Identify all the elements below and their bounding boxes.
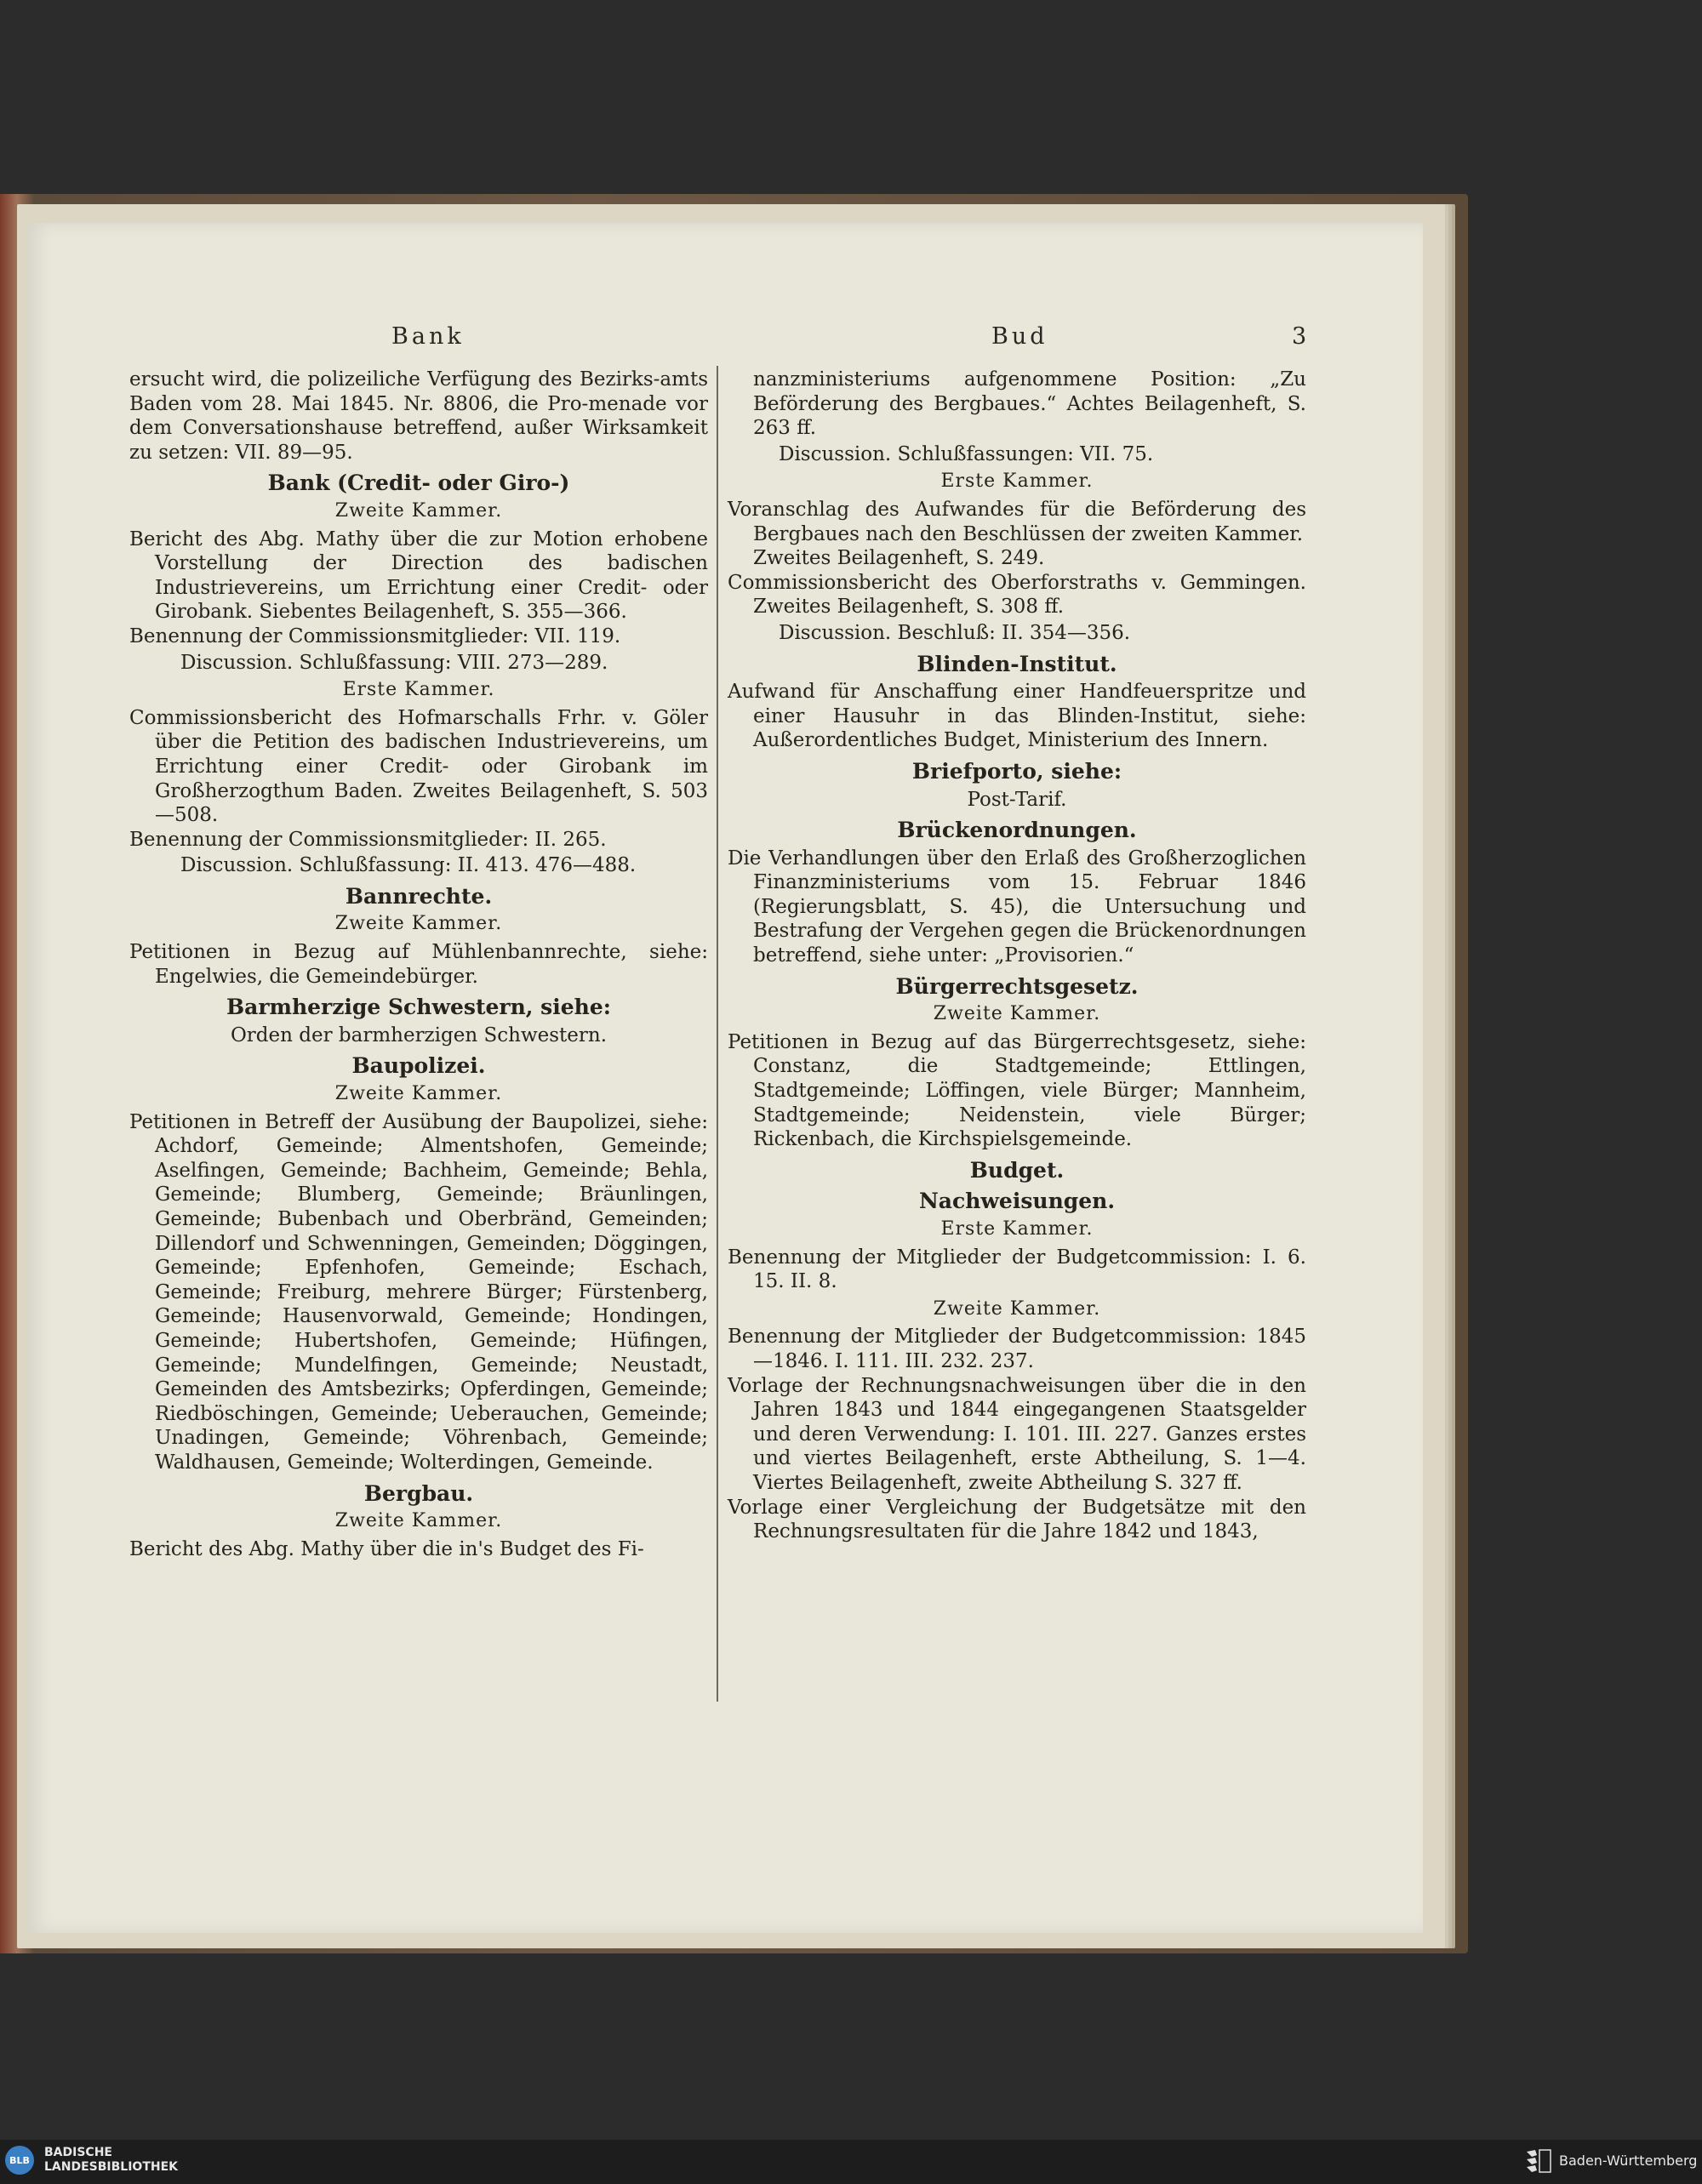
right-entry-text: Die Verhandlungen über den Erlaß des Großherzoglichen Finanzministeriums vom 15. Februar 1846 (Regierungsblatt, S. 45), die Untersuchung und Bestrafung der Vergehen gegen die Brückenordnungen betreffend, siehe unter: „Provisorien.“	[728, 847, 1306, 967]
left-entry-heading: Barmherzige Schwestern, siehe:	[226, 995, 611, 1020]
right-chamber-label: Zweite Kammer.	[933, 1003, 1101, 1025]
left-entry-text: Benennung der Commissionsmitglieder: VII. 119.	[129, 624, 621, 647]
left-entry-text: Discussion. Schlußfassung: II. 413. 476—488.	[180, 854, 637, 877]
blb-logo-icon[interactable]: BLB	[5, 2146, 34, 2175]
left-entry-text: Petitionen in Bezug auf Mühlenbannrechte, siehe: Engelwies, die Gemeindebürger.	[129, 941, 708, 988]
viewer-footer	[0, 2140, 1702, 2184]
right-chamber-label: Zweite Kammer.	[933, 1297, 1101, 1320]
right-entry-text: Petitionen in Bezug auf das Bürgerrechtsgesetz, siehe: Constanz, die Stadtgemeinde; Ettlingen, Stadtgemeinde; Löffingen, viele Bürger; Mannheim, Stadtgemeinde; Neidenstein, viele Bürger; Rickenbach, die Kirchspielsgemeinde.	[728, 1030, 1306, 1151]
right-entry-text: Voranschlag des Aufwandes für die Beförderung des Bergbaues nach den Beschlüssen der zweiten Kammer.	[728, 498, 1306, 545]
library-name[interactable]	[44, 2146, 178, 2175]
right-entry-text: Discussion. Beschluß: II. 354—356.	[779, 621, 1131, 644]
left-entry-heading: Bergbau.	[363, 1480, 474, 1506]
right-entry-text: Post-Tarif.	[967, 788, 1067, 811]
right-entry-heading: Budget.	[969, 1157, 1065, 1183]
left-entry-text: Bericht des Abg. Mathy über die in's Budget des Fi-	[129, 1537, 644, 1560]
left-chamber-label: Zweite Kammer.	[334, 1510, 503, 1532]
left-entry-text: ersucht wird, die polizeiliche Verfügung des Bezirks-amts Baden vom 28. Mai 1845. Nr. 8806, die Pro-menade vor dem Conversationshause betreffend, außer Wirksamkeit zu setzen: VII. 89—95.	[129, 368, 708, 464]
right-chamber-label: Erste Kammer.	[940, 470, 1094, 493]
right-entry-heading: Briefporto, siehe:	[911, 758, 1122, 784]
left-entry-text: Commissionsbericht des Hofmarschalls Frhr. v. Göler über die Petition des badischen Industrievereins, um Errichtung einer Credit- oder Girobank im Großherzogthum Baden. Zweites Beilagenheft, S. 503—508.	[129, 706, 708, 827]
page-number: 3	[1292, 323, 1307, 350]
left-chamber-label: Erste Kammer.	[342, 679, 495, 701]
column-divider	[717, 366, 718, 1702]
left-entry-heading: Baupolizei.	[351, 1053, 486, 1079]
right-entry-text: Aufwand für Anschaffung einer Handfeuerspritze und einer Hausuhr in das Blinden-Institut, siehe: Außerordentliches Budget, Ministerium des Innern.	[728, 681, 1306, 752]
left-entry-text: Orden der barmherzigen Schwestern.	[230, 1024, 608, 1046]
right-entry-text: Benennung der Mitglieder der Budgetcommission: 1845—1846. I. 111. III. 232. 237.	[728, 1326, 1306, 1372]
library-name-line1: BADISCHE	[44, 2146, 112, 2159]
right-entry-text: Vorlage der Rechnungsnachweisungen über die in den Jahren 1843 und 1844 eingegangenen Staatsgelder und deren Verwendung: I. 101. III. 227. Ganzes erstes und viertes Beilagenheft, erste Abtheilung, S. 1—4. Viertes Beilagenheft, zweite Abtheilung S. 327 ff.	[728, 1374, 1306, 1494]
right-entry-heading: Blinden-Institut.	[917, 651, 1117, 676]
right-entry-text: Benennung der Mitglieder der Budgetcommission: I. 6. 15. II. 8.	[728, 1246, 1306, 1293]
right-entry-heading: Brückenordnungen.	[897, 818, 1137, 843]
left-chamber-label: Zweite Kammer.	[334, 913, 503, 935]
left-entry-text: Discussion. Schlußfassung: VIII. 273—289.	[180, 651, 608, 674]
right-chamber-label: Erste Kammer.	[940, 1218, 1094, 1240]
right-entry-heading: Bürgerrechtsgesetz.	[895, 973, 1139, 999]
right-entry-text: Discussion. Schlußfassungen: VII. 75.	[779, 442, 1154, 465]
running-head-left: Bank	[391, 323, 465, 350]
right-entry-text: Zweites Beilagenheft, S. 249.	[753, 547, 1045, 570]
left-entry-heading: Bank (Credit- oder Giro-)	[267, 470, 570, 496]
running-head-right: Bud	[991, 323, 1048, 350]
library-name-line2: LANDESBIBLIOTHEK	[44, 2160, 179, 2174]
left-entry-text: Benennung der Commissionsmitglieder: II. 265.	[129, 828, 607, 851]
left-entry-heading: Bannrechte.	[345, 883, 493, 909]
right-entry-text: Commissionsbericht des Oberforstraths v. Gemmingen. Zweites Beilagenheft, S. 308 ff.	[728, 571, 1306, 619]
left-entry-text: Petitionen in Betreff der Ausübung der Baupolizei, siehe: Achdorf, Gemeinde; Almentshofen, Gemeinde; Aselfingen, Gemeinde; Bachheim, Gemeinde; Behla, Gemeinde; Blumberg, Gemeinde; Bräunlingen, Gemeinde; Bubenbach und Oberbränd, Gemeinden; Dillendorf und Schwenningen, Gemeinden; Döggingen, Gemeinde; Epfenhofen, Gemeinde; Eschach, Gemeinde; Freiburg, mehrere Bürger; Fürstenberg, Gemeinde; Hausenvorwald, Gemeinde; Hondingen, Gemeinde; Hubertshofen, Gemeinde; Hüfingen, Gemeinde; Mundelfingen, Gemeinde; Neustadt, Gemeinden des Amtsbezirks; Opferdingen, Gemeinde; Riedböschingen, Gemeinde; Ueberauchen, Gemeinde; Unadingen, Gemeinde; Vöhrenbach, Gemeinde; Waldhausen, Gemeinde; Wolterdingen, Gemeinde.	[129, 1110, 708, 1474]
left-chamber-label: Zweite Kammer.	[334, 1083, 503, 1105]
right-entry-text: nanzministeriums aufgenommene Position: „Zu Beförderung des Bergbaues.“ Achtes Beilagenheft, S. 263 ff.	[753, 368, 1306, 440]
right-entry-heading: Nachweisungen.	[918, 1189, 1116, 1214]
right-entry-text: Vorlage einer Vergleichung der Budgetsätze mit den Rechnungsresultaten für die Jahre 1842 und 1843,	[728, 1496, 1306, 1543]
left-entry-text: Bericht des Abg. Mathy über die zur Motion erhobene Vorstellung der Direction des badischen Industrievereins, um Errichtung einer Credit- oder Girobank. Siebentes Beilagenheft, S. 355—366.	[129, 527, 708, 624]
left-column	[129, 368, 708, 1561]
state-name[interactable]: Baden-Württemberg	[1559, 2153, 1698, 2169]
bw-lions-icon[interactable]	[1523, 2147, 1554, 2175]
right-column	[728, 368, 1306, 1544]
left-chamber-label: Zweite Kammer.	[334, 499, 503, 522]
